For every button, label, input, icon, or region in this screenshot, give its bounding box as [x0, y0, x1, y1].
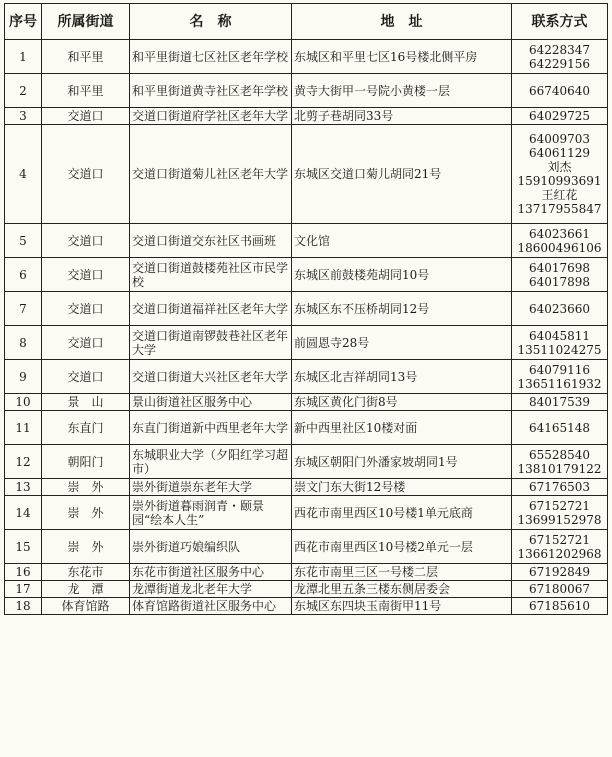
cell-address: 黄寺大街甲一号院小黄楼一层 — [292, 74, 512, 108]
cell-contact — [512, 224, 608, 258]
contact-line: 13661202968 — [517, 546, 602, 561]
table-row — [5, 598, 608, 615]
cell-street: 体育馆路 — [42, 598, 130, 615]
senior-school-table — [4, 3, 608, 615]
cell-name: 交道口街道鼓楼苑社区市民学校 — [130, 258, 292, 292]
contact-line: 13810179122 — [517, 461, 602, 476]
table-row — [5, 125, 608, 224]
table-row — [5, 40, 608, 74]
contact-line: 王红花 — [541, 188, 578, 202]
contact-line: 64079116 — [528, 362, 591, 377]
contact-line: 65528540 — [528, 447, 591, 462]
cell-address: 文化馆 — [292, 224, 512, 258]
table-row — [5, 394, 608, 411]
table-row — [5, 411, 608, 445]
cell-no: 6 — [5, 258, 42, 292]
cell-no: 7 — [5, 292, 42, 326]
cell-address: 东城区和平里七区16号楼北侧平房 — [292, 40, 512, 74]
cell-name: 崇外街道巧娘编织队 — [130, 530, 292, 564]
table-row — [5, 326, 608, 360]
contact-line: 15910993691 — [517, 174, 602, 188]
cell-contact — [512, 74, 608, 108]
cell-address: 东城区朝阳门外潘家坡胡同1号 — [292, 445, 512, 479]
cell-name: 和平里街道黄寺社区老年学校 — [130, 74, 292, 108]
contact-line: 64017898 — [528, 274, 591, 289]
cell-name: 交道口街道交东社区书画班 — [130, 224, 292, 258]
cell-street: 龙 潭 — [42, 581, 130, 598]
table-row — [5, 292, 608, 326]
contact-line: 64009703 — [528, 132, 591, 146]
header-row — [5, 4, 608, 40]
cell-street: 景 山 — [42, 394, 130, 411]
cell-name: 崇外街道崇东老年大学 — [130, 479, 292, 496]
cell-address: 龙潭北里五条三楼东侧居委会 — [292, 581, 512, 598]
cell-contact — [512, 479, 608, 496]
cell-no: 9 — [5, 360, 42, 394]
cell-address: 前圆恩寺28号 — [292, 326, 512, 360]
cell-street: 交道口 — [42, 125, 130, 224]
cell-contact — [512, 581, 608, 598]
contact-line: 84017539 — [528, 395, 591, 409]
contact-line: 67152721 — [528, 498, 591, 513]
contact-line: 67180067 — [528, 582, 591, 596]
cell-name: 交道口街道南锣鼓巷社区老年大学 — [130, 326, 292, 360]
cell-name: 和平里街道七区社区老年学校 — [130, 40, 292, 74]
cell-no: 13 — [5, 479, 42, 496]
contact-line: 64229156 — [528, 56, 591, 71]
table-row — [5, 445, 608, 479]
cell-no: 12 — [5, 445, 42, 479]
cell-address: 东城区黄化门街8号 — [292, 394, 512, 411]
cell-name: 东直门街道新中西里老年大学 — [130, 411, 292, 445]
header-no: 序号 — [5, 4, 42, 40]
cell-no: 4 — [5, 125, 42, 224]
table-row — [5, 74, 608, 108]
cell-address: 西花市南里西区10号楼2单元一层 — [292, 530, 512, 564]
contact-line: 64061129 — [528, 146, 591, 160]
cell-contact — [512, 360, 608, 394]
cell-contact — [512, 292, 608, 326]
cell-no: 16 — [5, 564, 42, 581]
cell-contact — [512, 411, 608, 445]
cell-street: 朝阳门 — [42, 445, 130, 479]
cell-address: 东城区东四块玉南街甲11号 — [292, 598, 512, 615]
cell-street: 交道口 — [42, 326, 130, 360]
cell-address: 新中西里社区10楼对面 — [292, 411, 512, 445]
cell-street: 和平里 — [42, 74, 130, 108]
cell-contact — [512, 496, 608, 530]
table-row — [5, 564, 608, 581]
cell-name: 交道口街道福祥社区老年大学 — [130, 292, 292, 326]
contact-line: 64029725 — [528, 109, 591, 123]
cell-contact — [512, 326, 608, 360]
table-row — [5, 496, 608, 530]
contact-line: 64023660 — [528, 301, 591, 316]
header-name: 名 称 — [130, 4, 292, 40]
cell-no: 18 — [5, 598, 42, 615]
document-page — [4, 3, 608, 615]
table-row — [5, 360, 608, 394]
cell-no: 8 — [5, 326, 42, 360]
cell-street: 交道口 — [42, 224, 130, 258]
contact-line: 64228347 — [528, 42, 591, 57]
contact-line: 13651161932 — [517, 376, 602, 391]
cell-no: 5 — [5, 224, 42, 258]
cell-street: 东花市 — [42, 564, 130, 581]
cell-street: 交道口 — [42, 108, 130, 125]
cell-contact — [512, 125, 608, 224]
cell-contact — [512, 598, 608, 615]
cell-contact — [512, 564, 608, 581]
table-row — [5, 108, 608, 125]
cell-no: 15 — [5, 530, 42, 564]
cell-address: 东城区东不压桥胡同12号 — [292, 292, 512, 326]
cell-contact — [512, 258, 608, 292]
cell-no: 3 — [5, 108, 42, 125]
cell-no: 1 — [5, 40, 42, 74]
cell-street: 交道口 — [42, 292, 130, 326]
table-row — [5, 530, 608, 564]
cell-street: 崇 外 — [42, 530, 130, 564]
cell-no: 14 — [5, 496, 42, 530]
cell-street: 东直门 — [42, 411, 130, 445]
cell-street: 交道口 — [42, 360, 130, 394]
cell-address: 东城区前鼓楼苑胡同10号 — [292, 258, 512, 292]
contact-line: 刘杰 — [547, 160, 572, 174]
cell-no: 11 — [5, 411, 42, 445]
contact-line: 67185610 — [528, 599, 591, 613]
header-address: 地 址 — [292, 4, 512, 40]
contact-line: 64017698 — [528, 260, 591, 275]
cell-contact — [512, 530, 608, 564]
cell-contact — [512, 445, 608, 479]
contact-line: 13699152978 — [517, 512, 602, 527]
cell-name: 交道口街道菊儿社区老年大学 — [130, 125, 292, 224]
cell-no: 2 — [5, 74, 42, 108]
cell-street: 交道口 — [42, 258, 130, 292]
cell-name: 崇外街道暮雨润青・颐景园“绘本人生” — [130, 496, 292, 530]
cell-address: 东城区交道口菊儿胡同21号 — [292, 125, 512, 224]
table-row — [5, 258, 608, 292]
cell-name: 东花市街道社区服务中心 — [130, 564, 292, 581]
cell-name: 交道口街道大兴社区老年大学 — [130, 360, 292, 394]
table-row — [5, 224, 608, 258]
cell-name: 景山街道社区服务中心 — [130, 394, 292, 411]
cell-no: 17 — [5, 581, 42, 598]
cell-address: 东城区北吉祥胡同13号 — [292, 360, 512, 394]
contact-line: 66740640 — [528, 83, 591, 98]
contact-line: 13717955847 — [517, 202, 602, 216]
cell-contact — [512, 40, 608, 74]
cell-name: 东城职业大学（夕阳红学习超市） — [130, 445, 292, 479]
cell-address: 东花市南里三区一号楼二层 — [292, 564, 512, 581]
cell-contact — [512, 108, 608, 125]
contact-line: 67192849 — [528, 565, 591, 579]
cell-street: 崇 外 — [42, 496, 130, 530]
table-row — [5, 581, 608, 598]
cell-name: 龙潭街道龙北老年大学 — [130, 581, 292, 598]
contact-line: 64165148 — [528, 420, 591, 435]
cell-name: 体育馆路街道社区服务中心 — [130, 598, 292, 615]
cell-address: 崇文门东大街12号楼 — [292, 479, 512, 496]
cell-contact — [512, 394, 608, 411]
contact-line: 67176503 — [528, 480, 591, 494]
cell-street: 和平里 — [42, 40, 130, 74]
header-contact: 联系方式 — [512, 4, 608, 40]
contact-line: 18600496106 — [517, 240, 602, 255]
cell-street: 崇 外 — [42, 479, 130, 496]
cell-address: 北剪子巷胡同33号 — [292, 108, 512, 125]
contact-line: 13511024275 — [517, 342, 602, 357]
contact-line: 64023661 — [528, 226, 591, 241]
cell-name: 交道口街道府学社区老年大学 — [130, 108, 292, 125]
cell-no: 10 — [5, 394, 42, 411]
header-street: 所属街道 — [42, 4, 130, 40]
contact-line: 64045811 — [528, 328, 591, 343]
contact-line: 67152721 — [528, 532, 591, 547]
table-row — [5, 479, 608, 496]
cell-address: 西花市南里西区10号楼1单元底商 — [292, 496, 512, 530]
